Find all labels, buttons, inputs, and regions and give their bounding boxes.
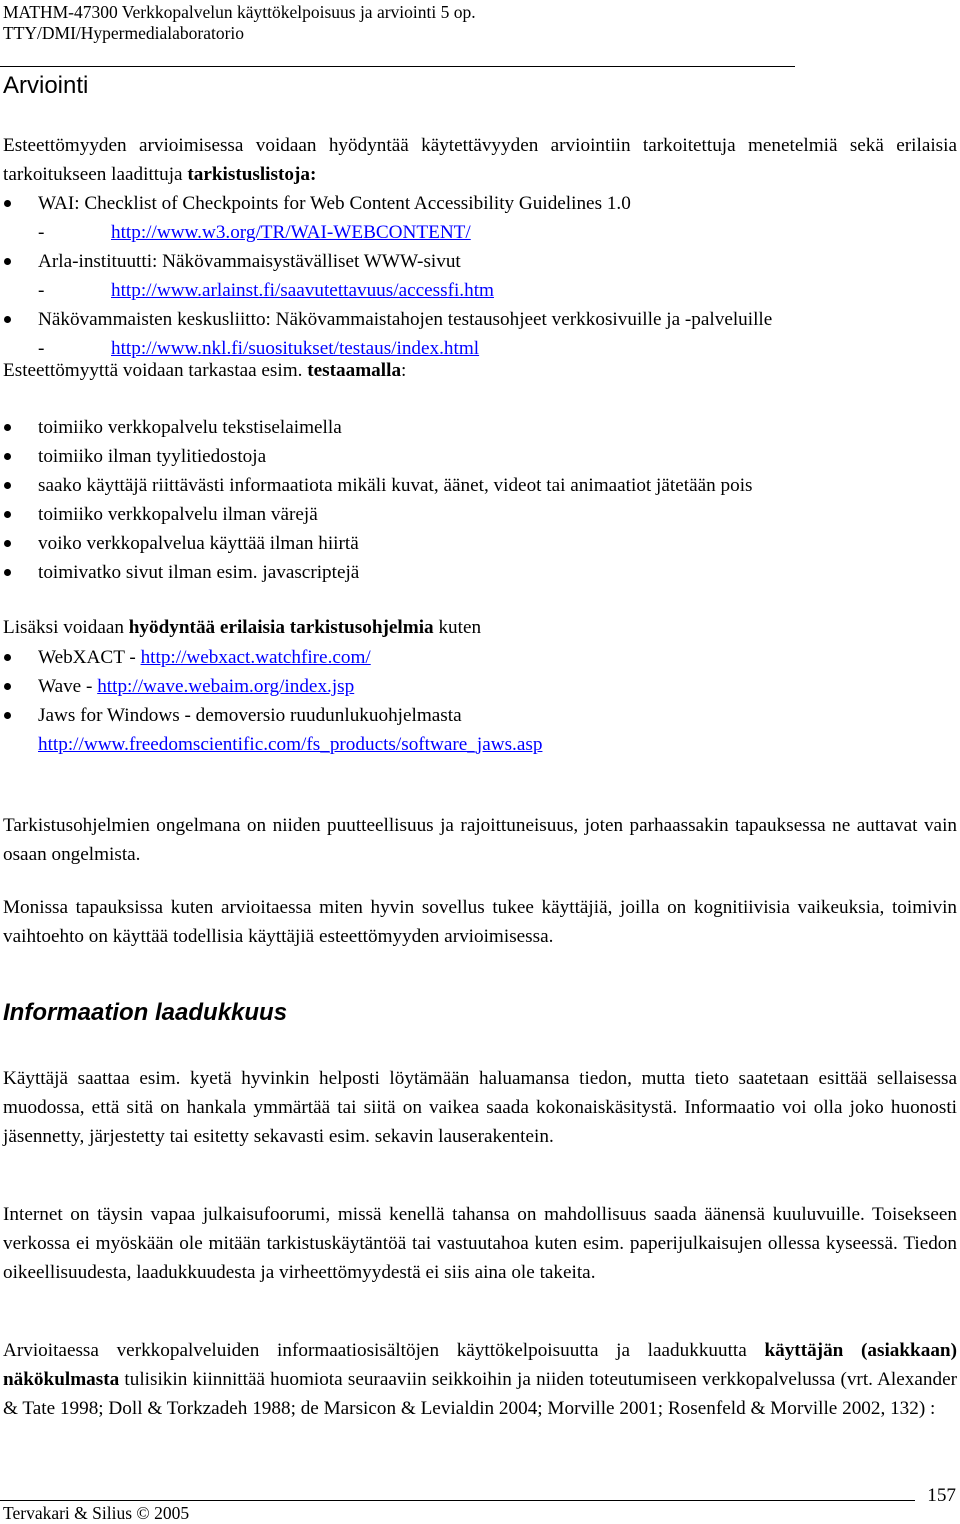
checks-list — [3, 413, 957, 587]
list-item: Arla-instituutti: Näkövammaisystävälliset WWW-sivut — [3, 247, 957, 276]
department: TTY/DMI/Hypermedialaboratorio — [3, 23, 245, 43]
bullet-icon — [4, 200, 11, 207]
section-heading-informaation-laadukkuus: Informaation laadukkuus — [3, 999, 288, 1026]
page-number: 157 — [927, 1485, 956, 1506]
section-heading-arviointi: Arviointi — [3, 72, 89, 99]
check-intro: Esteettömyyttä voidaan tarkastaa esim. testaamalla: — [3, 360, 407, 381]
checklist-list — [3, 189, 957, 363]
list-item — [3, 218, 957, 247]
link-w3c-wai[interactable]: http://www.w3.org/TR/WAI-WEBCONTENT/ — [111, 222, 471, 243]
link-freedomscientific[interactable]: http://www.freedomscientific.com/fs_products/software_jaws.asp — [38, 734, 543, 755]
course-title: MATHM-47300 Verkkopalvelun käyttökelpoisuus ja arviointi 5 op. — [3, 2, 476, 22]
paragraph-internet-publishing: Internet on täysin vapaa julkaisufoorumi, missä kenellä tahansa on mahdollisuus saada äänensä kuuluvuille. Toisekseen verkossa ei myöskään ole mitään tarkistuskäytäntöä tai vastuutahoa kuten esim. paperijulkaisujen ollessa kyseessä. Tiedon oikeellisuudesta, laadukkuudesta ja virheettömyydestä ei siis aina ole takeita. — [3, 1204, 957, 1283]
list-item: toimiiko verkkopalvelu ilman värejä — [3, 500, 957, 529]
list-item: Jaws for Windows - demoversio ruudunlukuohjelmasta — [3, 701, 957, 730]
list-item: Näkövammaisten keskusliitto: Näkövammaistahojen testausohjeet verkkosivuille ja -palveluille — [3, 305, 957, 334]
footer-copyright: Tervakari & Silius © 2005 — [3, 1503, 190, 1523]
intro-paragraph: Esteettömyyden arvioimisessa voidaan hyödyntää käytettävyyden arviointiin tarkoitettuja menetelmiä sekä erilaisia tarkoitukseen laadittuja tarkistuslistoja: — [3, 135, 957, 185]
footer-rule — [0, 1500, 915, 1501]
paragraph-information-form: Käyttäjä saattaa esim. kyetä hyvinkin helposti löytämään haluamansa tiedon, mutta tieto saatetaan esittää sellaisessa muodossa, että sitä on hankala ymmärtää tai siitä on vaikea saada kokonaiskäsitystä. Informaatio voi olla joko huonosti jäsennetty, järjestetty tai esitetty sekavasti esim. sekavin lauserakentein. — [3, 1068, 957, 1147]
list-item — [3, 276, 957, 305]
list-item: saako käyttäjä riittävästi informaatiota mikäli kuvat, äänet, videot tai animaatiot jätetään pois — [3, 471, 957, 500]
dash-marker: - — [38, 338, 45, 359]
list-item — [3, 730, 957, 759]
list-item: toimiiko verkkopalvelu tekstiselaimella — [3, 413, 957, 442]
bullet-icon — [4, 654, 11, 661]
bullet-icon — [4, 453, 11, 460]
list-item: WebXACT - http://webxact.watchfire.com/ — [3, 643, 957, 672]
paragraph-user-perspective: Arvioitaessa verkkopalveluiden informaatiosisältöjen käyttökelpoisuutta ja laadukkuutta käyttäjän (asiakkaan) näkökulmasta tulisikin kiinnittää huomiota seuraaviin seikkoihin ja niiden toteutumiseen verkkopalvelussa (vrt. Alexander & Tate 1998; Doll & Torkzadeh 1988; de Marsicon & Levialdin 2004; Morville 2001; Rosenfeld & Morville 2002, 132) : — [3, 1340, 957, 1419]
dash-marker: - — [38, 280, 45, 301]
dash-marker: - — [38, 222, 45, 243]
bullet-icon — [4, 316, 11, 323]
link-nkl[interactable]: http://www.nkl.fi/suositukset/testaus/index.html — [111, 338, 480, 359]
list-item: Wave - http://wave.webaim.org/index.jsp — [3, 672, 957, 701]
list-item: voiko verkkopalvelua käyttää ilman hiirtä — [3, 529, 957, 558]
bullet-icon — [4, 482, 11, 489]
page-header — [3, 2, 476, 44]
paragraph-tools-problem: Tarkistusohjelmien ongelmana on niiden puutteellisuus ja rajoittuneisuus, joten parhaassakin tapauksessa ne auttavat vain osaan ongelmista. — [3, 815, 957, 865]
tools-intro: Lisäksi voidaan hyödyntää erilaisia tarkistusohjelmia kuten — [3, 617, 482, 638]
bullet-icon — [4, 540, 11, 547]
list-item: WAI: Checklist of Checkpoints for Web Content Accessibility Guidelines 1.0 — [3, 189, 957, 218]
header-rule — [0, 66, 795, 67]
tools-list — [3, 643, 957, 759]
bullet-icon — [4, 424, 11, 431]
bullet-icon — [4, 569, 11, 576]
list-item: toimiiko ilman tyylitiedostoja — [3, 442, 957, 471]
bullet-icon — [4, 712, 11, 719]
list-item: toimivatko sivut ilman esim. javascriptejä — [3, 558, 957, 587]
link-webxact[interactable]: http://webxact.watchfire.com/ — [140, 647, 371, 668]
bullet-icon — [4, 258, 11, 265]
link-arlainst[interactable]: http://www.arlainst.fi/saavutettavuus/accessfi.htm — [111, 280, 494, 301]
bullet-icon — [4, 683, 11, 690]
paragraph-real-users: Monissa tapauksissa kuten arvioitaessa miten hyvin sovellus tukee käyttäjiä, joilla on kognitiivisia vaikeuksia, toimivin vaihtoehto on käyttää todellisia käyttäjiä esteettömyyden arvioimisessa. — [3, 897, 957, 947]
link-wave[interactable]: http://wave.webaim.org/index.jsp — [97, 676, 355, 697]
bullet-icon — [4, 511, 11, 518]
